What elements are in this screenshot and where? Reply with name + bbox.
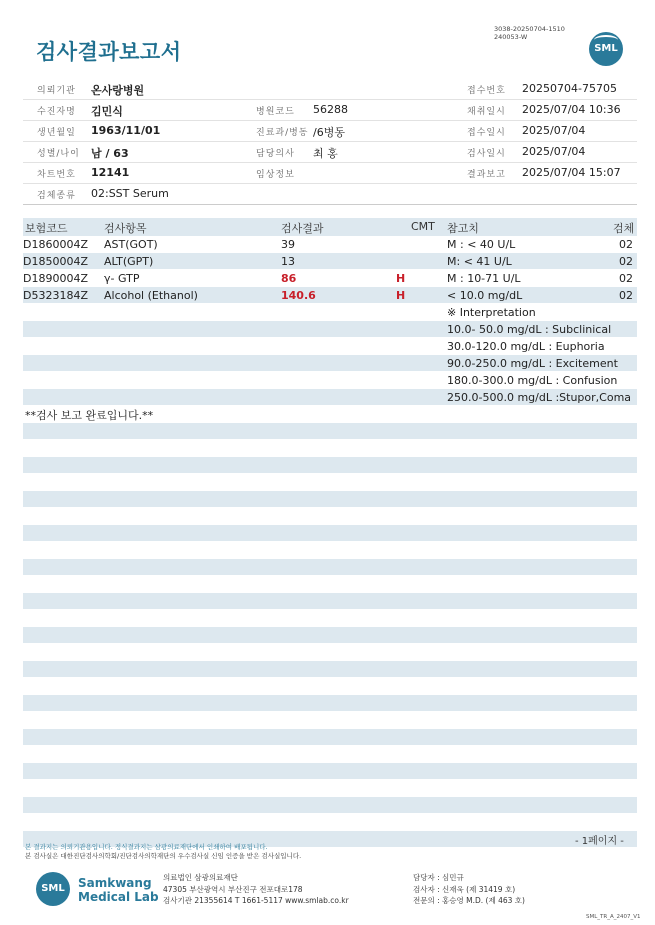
footer-sml-logo: SML bbox=[36, 872, 70, 906]
specimen-type-value: 02:SST Serum bbox=[91, 187, 169, 200]
info-row: 성별/나이 남 / 63 담당의사 최 홍 검사일시 2025/07/04 bbox=[23, 142, 637, 163]
info-row: 의뢰기관 온사랑병원 접수번호 20250704-75705 bbox=[23, 79, 637, 100]
page-title: 검사결과보고서 bbox=[36, 40, 182, 64]
collect-date-value: 2025/07/04 10:36 bbox=[522, 103, 621, 116]
disclaimer: 본 결과지는 의뢰기관용입니다. 정식결과지는 삼광의료재단에서 인쇄하여 배포됩니다. bbox=[25, 843, 268, 851]
results-table-header: 보험코드 검사항목 검사결과 CMT 참고치 검체 bbox=[23, 218, 637, 236]
patient-name-value: 김민식 bbox=[91, 105, 123, 118]
table-row: D1860004Z AST(GOT) 39 M : < 40 U/L 02 bbox=[23, 238, 633, 251]
report-complete-text: **검사 보고 완료입니다.** bbox=[25, 409, 154, 422]
form-code: SML_TR_A_2407_V1 bbox=[586, 914, 641, 920]
patient-info bbox=[23, 79, 637, 205]
table-row: D5323184Z Alcohol (Ethanol) 140.6 H < 10.0 mg/dL 02 bbox=[23, 289, 633, 302]
interpretation-note: 90.0-250.0 mg/dL : Excitement bbox=[447, 357, 618, 370]
receipt-date-value: 2025/07/04 bbox=[522, 124, 586, 137]
chart-no-value: 12141 bbox=[91, 166, 130, 179]
high-flag: H bbox=[396, 289, 406, 302]
staff-info: 담당자 : 심민규 검사자 : 신재욱 (제 31419 호) 전문의 : 홍승영 M.D. (제 463 호) bbox=[413, 873, 525, 905]
page-number: - 1페이지 - bbox=[575, 836, 624, 847]
dob-value: 1963/11/01 bbox=[91, 124, 161, 137]
high-flag: H bbox=[396, 272, 406, 285]
report-date-value: 2025/07/04 15:07 bbox=[522, 166, 621, 179]
institution-value: 온사랑병원 bbox=[91, 84, 145, 97]
interpretation-note: 250.0-500.0 mg/dL :Stupor,Coma bbox=[447, 391, 632, 404]
sex-age-value: 남 / 63 bbox=[91, 147, 129, 160]
interpretation-note: 180.0-300.0 mg/dL : Confusion bbox=[447, 374, 618, 387]
info-row: 검체종류 02:SST Serum bbox=[23, 184, 637, 205]
accreditation-note: 본 검사실은 대한진단검사의학회/진단검사의학재단의 우수검사실 신임 인증을 받은 검사실입니다. bbox=[25, 852, 302, 860]
interpretation-note: 10.0- 50.0 mg/dL : Subclinical bbox=[447, 323, 612, 336]
document-id: 3038-20250704-1510 240053-W bbox=[494, 25, 565, 41]
org-name: Samkwang Medical Lab bbox=[78, 876, 159, 904]
test-date-value: 2025/07/04 bbox=[522, 145, 586, 158]
info-row: 생년월일 1963/11/01 진료과/병동 /6병동 접수일시 2025/07/04 bbox=[23, 121, 637, 142]
info-row: 수진자명 김민식 병원코드 56288 채취일시 2025/07/04 10:36 bbox=[23, 100, 637, 121]
table-row: D1890004Z γ- GTP 86 H M : 10-71 U/L 02 bbox=[23, 272, 633, 285]
interpretation-note: 30.0-120.0 mg/dL : Euphoria bbox=[447, 340, 605, 353]
sml-logo: SML bbox=[589, 32, 623, 66]
table-row: D1850004Z ALT(GPT) 13 M: < 41 U/L 02 bbox=[23, 255, 633, 268]
abnormal-result: 140.6 bbox=[281, 289, 316, 302]
info-row: 차트번호 12141 임상정보 결과보고 2025/07/04 15:07 bbox=[23, 163, 637, 184]
receipt-no-value: 20250704-75705 bbox=[522, 82, 617, 95]
dept-value: /6병동 bbox=[313, 126, 345, 139]
interpretation-note: ※ Interpretation bbox=[447, 306, 536, 319]
org-address: 의료법인 삼광의료재단 47305 부산광역시 부산진구 전포대로178 검사기관 21355614 T 1661-5117 www.smlab.co.kr bbox=[163, 873, 349, 905]
doctor-value: 최 홍 bbox=[313, 147, 338, 160]
hospital-code-value: 56288 bbox=[313, 103, 348, 116]
abnormal-result: 86 bbox=[281, 272, 297, 285]
